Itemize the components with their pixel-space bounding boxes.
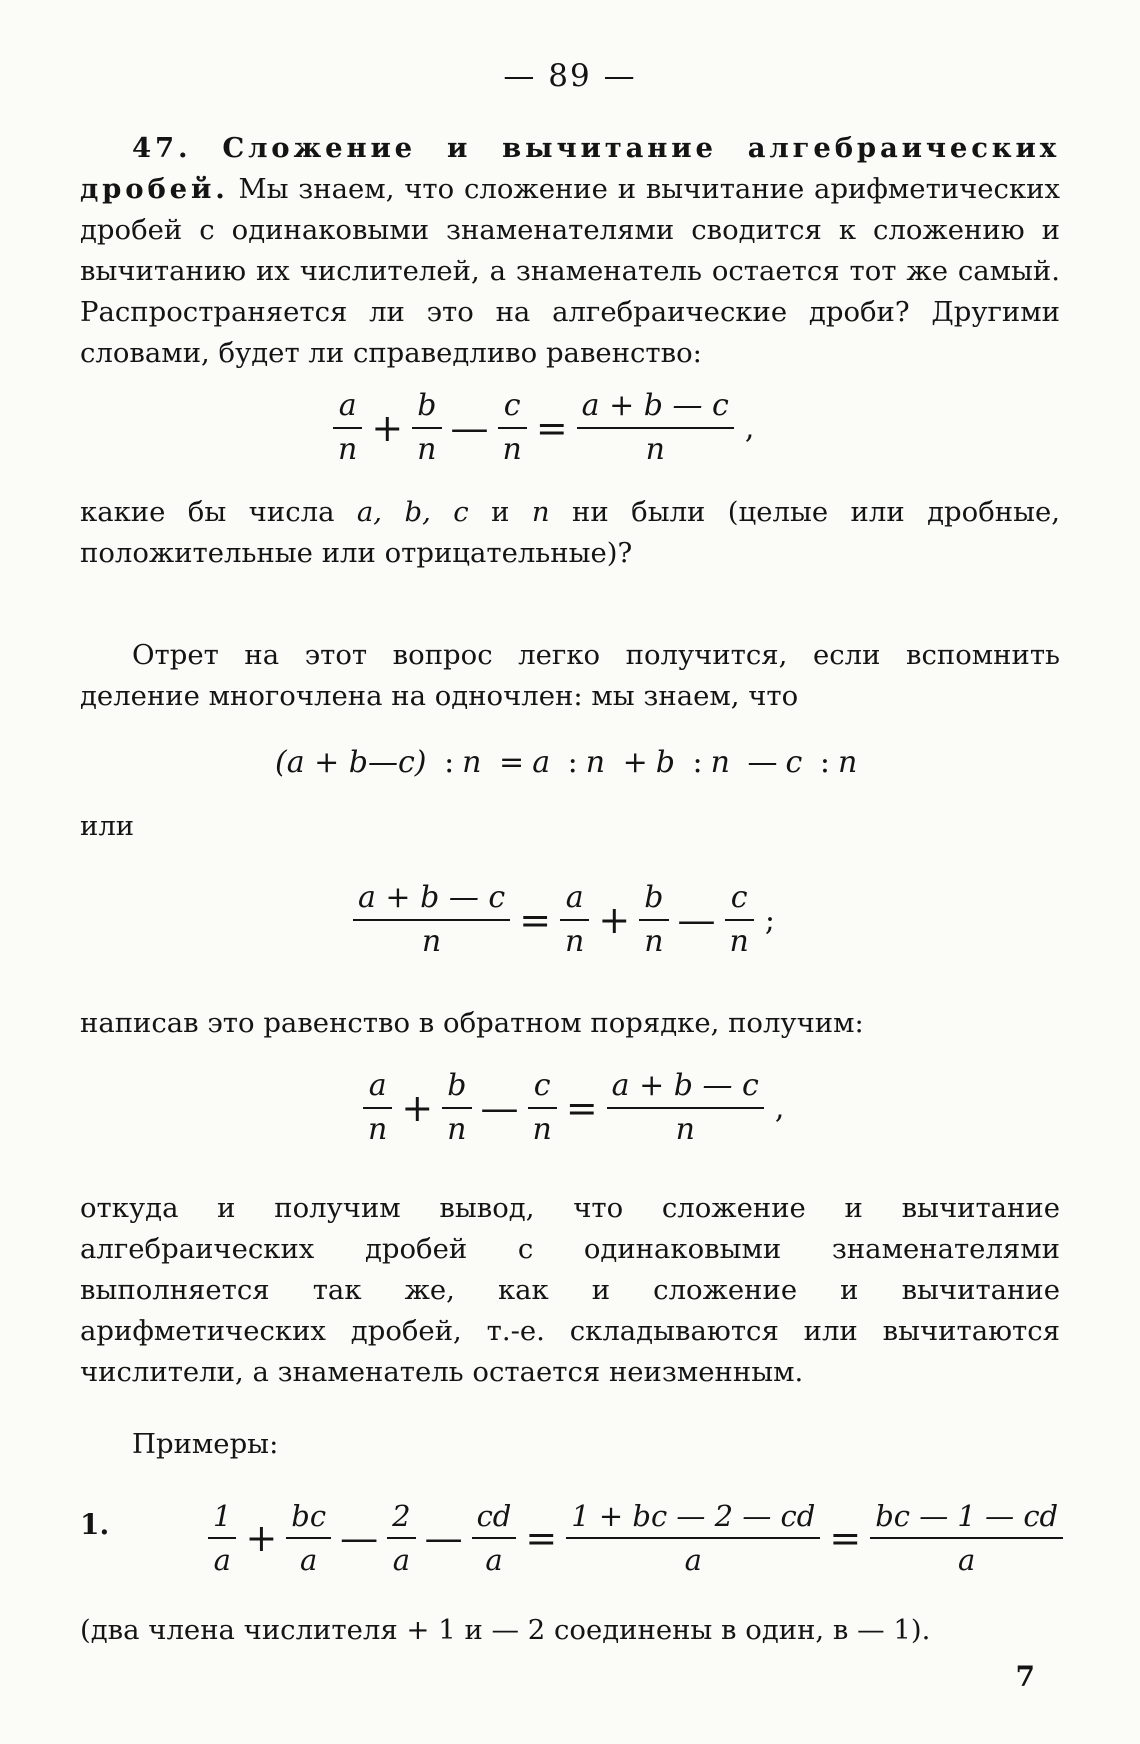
example-note: (два члена числителя + 1 и — 2 соединены в один, в — 1). bbox=[80, 1614, 931, 1646]
fraction: $\frac{1}{a}$ bbox=[208, 1498, 236, 1578]
fraction: $\frac{b}{n}$ bbox=[442, 1068, 471, 1148]
fraction-result: $\frac{bc — 1 — cd}{a}$ bbox=[870, 1498, 1063, 1578]
formula-division: (a + b—c) : n = a : n + b : n — c : n bbox=[275, 745, 858, 780]
paragraph-conclusion: откуда и получим вывод, что сложение и вычитание алгебраических дробей с одинаковыми знаменателями выполняется так же, как и сложение и вычитание арифметических дробей, т.-е. складываются или вычитаются числители, а знаменатель остается неизменным. bbox=[80, 1192, 1060, 1388]
section-paragraph bbox=[80, 128, 1060, 374]
formula-example-1: $\frac{1}{a}$ + $\frac{bc}{a}$ — $\frac{2}{a}$ — $\frac{cd}{a}$ = $\frac{1 + bc — 2 — cd}{a}$ = $\frac{bc — 1 — cd}{a}$ bbox=[205, 1498, 1066, 1578]
fraction: $\frac{c}{n}$ bbox=[528, 1068, 557, 1148]
section-intro-text: Мы знаем, что сложение и вычитание арифметических дробей с одинаковыми знаменателями сводится к сложению и вычитанию их числителей, а знаменатель остается тот же самый. Распространяется ли это на алгебраические дроби? Другими словами, будет ли справедливо равенство: bbox=[80, 173, 1060, 369]
fraction: $\frac{a + b — c}{n}$ bbox=[353, 880, 510, 960]
fraction: $\frac{c}{n}$ bbox=[725, 880, 754, 960]
section-heading: 47. Сложение и вычитание алгебраических дробей. bbox=[80, 132, 1060, 205]
page-number: — 89 — bbox=[503, 58, 637, 94]
fraction: $\frac{a}{n}$ bbox=[560, 880, 589, 960]
paragraph-reverse: написав это равенство в обратном порядке, получим: bbox=[80, 1007, 864, 1039]
fraction: $\frac{2}{a}$ bbox=[387, 1498, 415, 1578]
formula-split-fraction: $\frac{a + b — c}{n}$ = $\frac{a}{n}$ + $\frac{b}{n}$ — $\frac{c}{n}$ ; bbox=[350, 880, 775, 960]
fraction: $\frac{b}{n}$ bbox=[639, 880, 668, 960]
fraction: $\frac{a}{n}$ bbox=[363, 1068, 392, 1148]
paragraph-answer: Отрет на этот вопрос легко получится, если вспомнить деление многочлена на одночлен: мы знаем, что bbox=[80, 639, 1060, 712]
fraction-result: $\frac{1 + bc — 2 — cd}{a}$ bbox=[566, 1498, 820, 1578]
signature-number: 7 bbox=[1015, 1660, 1035, 1693]
word-or: или bbox=[80, 810, 135, 842]
fraction: $\frac{a}{n}$ bbox=[333, 388, 362, 468]
formula-sum-fractions-reverse: $\frac{a}{n}$ + $\frac{b}{n}$ — $\frac{c}{n}$ = $\frac{a + b — c}{n}$ , bbox=[360, 1068, 784, 1148]
fraction: $\frac{cd}{a}$ bbox=[472, 1498, 517, 1578]
example-number: 1. bbox=[80, 1508, 110, 1541]
fraction: $\frac{bc}{a}$ bbox=[286, 1498, 331, 1578]
formula-sum-fractions: $\frac{a}{n}$ + $\frac{b}{n}$ — $\frac{c}{n}$ = $\frac{a + b — c}{n}$ , bbox=[330, 388, 754, 468]
fraction: $\frac{c}{n}$ bbox=[498, 388, 527, 468]
fraction-result: $\frac{a + b — c}{n}$ bbox=[607, 1068, 764, 1148]
examples-heading: Примеры: bbox=[132, 1428, 279, 1460]
paragraph-numbers: какие бы числа a, b, c и n ни были (целые или дробные, положительные или отрицательные)? bbox=[80, 496, 1060, 569]
fraction-result: $\frac{a + b — c}{n}$ bbox=[577, 388, 734, 468]
fraction: $\frac{b}{n}$ bbox=[412, 388, 441, 468]
